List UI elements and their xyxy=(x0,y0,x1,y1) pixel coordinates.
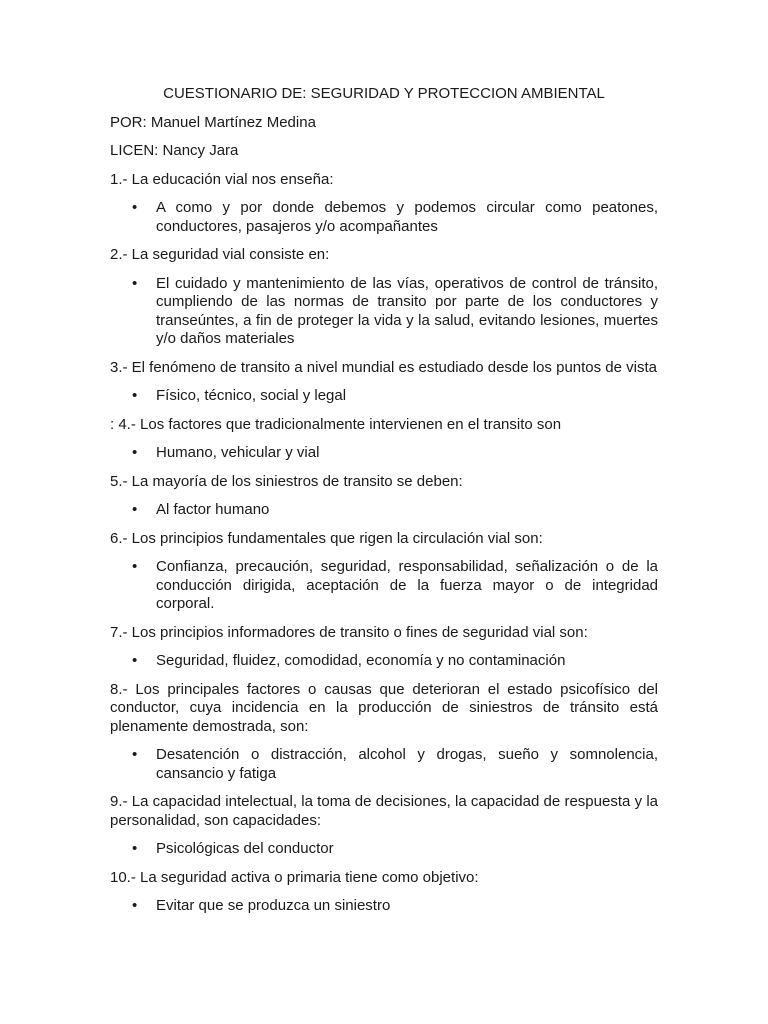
answer-text: El cuidado y mantenimiento de las vías, operativos de control de tránsito, cumpliendo de las normas de transito por parte de los conductores y transeúntes, a fin de proteger la vida y la salud, evitando lesiones, muertes y/o daños materiales xyxy=(156,274,658,347)
answer-item-2 xyxy=(110,275,658,349)
question-1: 1.- La educación vial nos enseña: xyxy=(110,170,334,188)
answer-item-4 xyxy=(110,444,658,463)
document-title: CUESTIONARIO DE: SEGURIDAD Y PROTECCION AMBIENTAL xyxy=(163,85,605,102)
question-8: 8.- Los principales factores o causas que deterioran el estado psicofísico del conductor, cuya incidencia en la producción de siniestros de tránsito está plenamente demostrada, son: xyxy=(110,680,658,735)
answer-text: Desatención o distracción, alcohol y drogas, sueño y somnolencia, cansancio y fatiga xyxy=(156,746,658,782)
bullet-icon: • xyxy=(132,897,138,914)
answer-text: A como y por donde debemos y podemos circular como peatones, conductores, pasajeros y/o acompañantes xyxy=(156,199,658,235)
answer-item-3 xyxy=(110,387,658,406)
bullet-icon: • xyxy=(132,652,138,669)
answer-text: Psicológicas del conductor xyxy=(156,840,334,857)
bullet-icon: • xyxy=(132,199,138,216)
question-6: 6.- Los principios fundamentales que rigen la circulación vial son: xyxy=(110,529,543,547)
answer-list-1 xyxy=(110,199,658,236)
answer-item-9 xyxy=(110,840,658,859)
question-10: 10.- La seguridad activa o primaria tiene como objetivo: xyxy=(110,868,479,886)
answer-text: Seguridad, fluidez, comodidad, economía y no contaminación xyxy=(156,652,566,669)
bullet-icon: • xyxy=(132,501,138,518)
question-list xyxy=(110,171,658,916)
answer-text: Humano, vehicular y vial xyxy=(156,444,320,461)
bullet-icon: • xyxy=(132,558,138,575)
answer-list-4 xyxy=(110,444,658,463)
answer-item-6 xyxy=(110,558,658,614)
question-4: : 4.- Los factores que tradicionalmente intervienen en el transito son xyxy=(110,415,562,433)
answer-list-5 xyxy=(110,501,658,520)
bullet-icon: • xyxy=(132,746,138,763)
question-2: 2.- La seguridad vial consiste en: xyxy=(110,246,330,263)
author-line: POR: Manuel Martínez Medina xyxy=(110,113,316,131)
teacher-line: LICEN: Nancy Jara xyxy=(110,142,239,159)
answer-list-8 xyxy=(110,746,658,783)
answer-text: Evitar que se produzca un siniestro xyxy=(156,897,391,914)
answer-list-6 xyxy=(110,558,658,614)
question-9: 9.- La capacidad intelectual, la toma de decisiones, la capacidad de respuesta y la personalidad, son capacidades: xyxy=(110,793,658,829)
answer-item-10 xyxy=(110,897,658,916)
answer-list-3 xyxy=(110,387,658,406)
answer-list-9 xyxy=(110,840,658,859)
answer-item-1 xyxy=(110,199,658,236)
answer-item-7 xyxy=(110,652,658,671)
bullet-icon: • xyxy=(132,274,138,292)
answer-item-8 xyxy=(110,746,658,783)
answer-list-2 xyxy=(110,275,658,349)
answer-item-5 xyxy=(110,501,658,520)
bullet-icon: • xyxy=(132,444,138,461)
question-3: 3.- El fenómeno de transito a nivel mundial es estudiado desde los puntos de vista xyxy=(110,358,658,376)
answer-list-10 xyxy=(110,897,658,916)
document-page xyxy=(110,85,658,926)
bullet-icon: • xyxy=(132,840,138,857)
question-7: 7.- Los principios informadores de transito o fines de seguridad vial son: xyxy=(110,623,588,641)
answer-list-7 xyxy=(110,652,658,671)
question-5: 5.- La mayoría de los siniestros de transito se deben: xyxy=(110,472,463,490)
bullet-icon: • xyxy=(132,387,138,404)
answer-text: Confianza, precaución, seguridad, responsabilidad, señalización o de la conducción dirigida, aceptación de la fuerza mayor o de integridad corporal. xyxy=(156,558,658,612)
answer-text: Al factor humano xyxy=(156,501,270,518)
answer-text: Físico, técnico, social y legal xyxy=(156,387,347,404)
